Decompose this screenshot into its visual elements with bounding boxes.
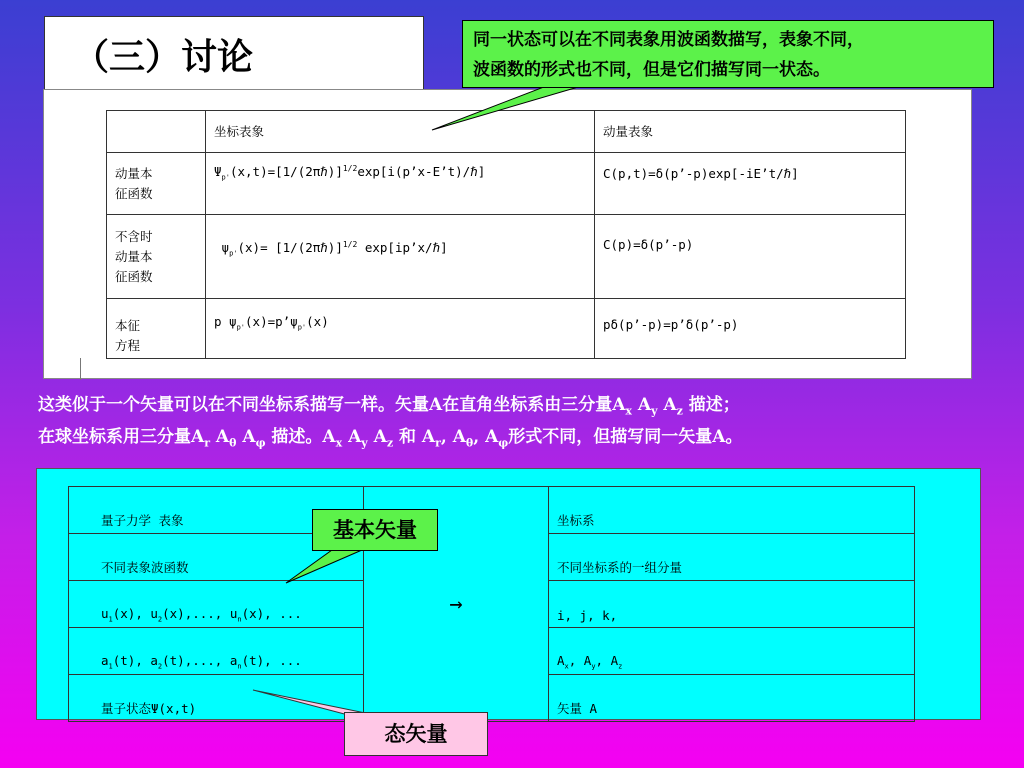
para-sub: r — [435, 436, 441, 450]
basis-vector-callout: 基本矢量 — [312, 509, 438, 551]
cell-sup: 1/2 — [342, 164, 358, 174]
para-text: , A — [440, 427, 466, 448]
row-label — [107, 215, 206, 299]
para-text: 描述； — [682, 395, 740, 415]
momentum-cell: C(p,t)=δ(p’-p)exp[-iE’t/ℏ] — [595, 153, 906, 215]
para-text: 在球坐标系用三分量A — [38, 427, 205, 448]
cell-text: u — [101, 605, 109, 621]
cell-sub: n — [237, 662, 242, 670]
cell-text: (x)=p’ψ — [245, 313, 298, 329]
cell-text: (x,t)=[1/(2πℏ)] — [229, 164, 343, 180]
analogy-table — [68, 486, 915, 722]
cell-sub: x — [564, 662, 569, 670]
slide-title: （三）讨论 — [73, 36, 254, 78]
cell-text: (t),..., a — [162, 652, 238, 668]
row-label-line: 本征 — [115, 318, 141, 333]
para-sub: x — [625, 404, 632, 418]
row-label — [107, 153, 206, 215]
cell-text: exp[i(p’x-E’t)/ℏ] — [357, 164, 486, 180]
para-text: A — [657, 395, 677, 415]
para-text: A — [342, 427, 362, 448]
coordinate-cell — [206, 215, 595, 299]
cell-sub: z — [618, 662, 623, 670]
para-sub: y — [361, 436, 368, 450]
table-header-row — [107, 111, 906, 153]
para-sub: φ — [498, 436, 509, 450]
quantum-cell: 量子力学 表象 — [69, 487, 364, 534]
table-row — [69, 487, 915, 534]
para-sub: r — [204, 436, 210, 450]
quantum-cell: 量子状态Ψ(x,t) — [69, 675, 364, 722]
cell-sub: p' — [297, 323, 307, 332]
para-text: , A — [473, 427, 499, 448]
row-label-line: 动量本 — [115, 248, 153, 264]
table-row — [107, 215, 906, 299]
para-sub: z — [676, 404, 683, 418]
vector-cell: i, j, k, — [549, 581, 915, 628]
cell-sub: 1 — [108, 615, 113, 623]
quantum-cell — [69, 581, 364, 628]
analogy-paragraph — [38, 392, 998, 457]
coordinate-cell — [206, 299, 595, 359]
coordinate-cell — [206, 153, 595, 215]
cell-text: (t), a — [112, 652, 158, 668]
cell-sub: p' — [221, 173, 230, 182]
para-text: 形式不同，但描写同一矢量A。 — [508, 427, 743, 448]
cell-text: , A — [595, 652, 619, 668]
title-box — [44, 16, 424, 90]
header-empty-cell — [107, 111, 206, 153]
para-sub: y — [651, 404, 658, 418]
momentum-cell: pδ(p’-p)=p’δ(p’-p) — [595, 299, 906, 359]
vector-cell: 坐标系 — [549, 487, 915, 534]
cell-text: ψ — [221, 240, 230, 256]
cell-sub: 2 — [157, 662, 163, 670]
row-label-line: 不含时 — [115, 228, 153, 244]
para-sub: x — [335, 436, 343, 450]
cell-text: Ψ — [214, 164, 222, 180]
cell-text: a — [101, 652, 109, 668]
cell-sup: 1/2 — [342, 240, 358, 249]
cell-sub: 1 — [108, 662, 113, 670]
row-label-line: 征函数 — [115, 268, 153, 284]
para-sub: θ — [229, 436, 237, 450]
para-sub: z — [386, 436, 394, 450]
cell-sub: n — [237, 615, 242, 623]
cell-sub: y — [591, 662, 596, 670]
quantum-cell — [69, 628, 364, 675]
para-sub: φ — [255, 436, 266, 450]
momentum-cell: C(p)=δ(p’-p) — [595, 215, 906, 299]
vector-cell: 不同坐标系的一组分量 — [549, 534, 915, 581]
header-coordinate: 坐标表象 — [206, 111, 595, 153]
para-text: A — [210, 427, 230, 448]
header-momentum: 动量表象 — [595, 111, 906, 153]
row-label-line: 征函数 — [115, 185, 153, 201]
callout-line: 同一状态可以在不同表象用波函数描写，表象不同， — [473, 30, 864, 50]
representation-table — [106, 110, 906, 359]
cell-text: (x),..., u — [162, 605, 238, 621]
callout-line: 波函数的形式也不同，但是它们描写同一状态。 — [473, 60, 830, 80]
cell-text: p ψ — [214, 313, 237, 329]
divider-line — [80, 358, 81, 380]
cell-text: A — [557, 652, 565, 668]
arrow-right-icon: → — [449, 591, 463, 617]
row-label — [107, 299, 206, 359]
cell-text: exp[ip’x/ℏ] — [357, 240, 448, 256]
cell-sub: p' — [236, 323, 246, 332]
vector-cell — [549, 628, 915, 675]
para-text: A — [631, 395, 652, 415]
cell-text: (x)= [1/(2πℏ)] — [237, 240, 343, 256]
cell-sub: p' — [229, 249, 238, 258]
row-label-line: 方程 — [115, 338, 141, 353]
vector-cell: 矢量 A — [549, 675, 915, 722]
quantum-cell: 不同表象波函数 — [69, 534, 364, 581]
cell-text: (x), ... — [241, 605, 302, 621]
cell-text: (x) — [306, 313, 329, 329]
para-text: 描述。A — [265, 427, 336, 448]
para-sub: θ — [465, 436, 474, 450]
para-text: A — [236, 427, 256, 448]
cell-text: (t), ... — [241, 652, 302, 668]
table-row — [107, 153, 906, 215]
state-vector-callout: 态矢量 — [344, 712, 488, 756]
para-text: 和 A — [393, 427, 436, 448]
row-label-line: 动量本 — [115, 165, 153, 181]
para-text: 这类似于一个矢量可以在不同坐标系描写一样。矢量A在直角坐标系由三分量A — [38, 395, 626, 415]
cell-sub: 2 — [157, 615, 163, 623]
para-text: A — [367, 427, 387, 448]
cell-text: (x), u — [112, 605, 158, 621]
cell-text: , A — [568, 652, 592, 668]
representation-callout — [462, 20, 994, 88]
table-row — [107, 299, 906, 359]
